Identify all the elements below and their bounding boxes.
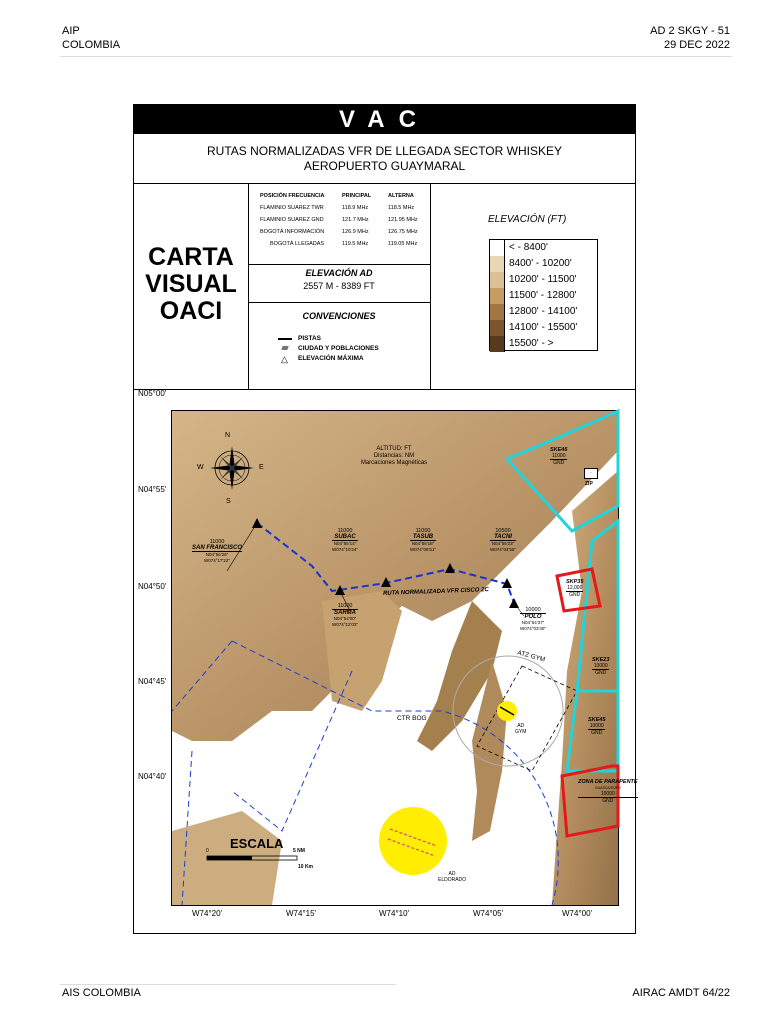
legend-swatch xyxy=(490,272,505,288)
footer-right: AIRAC AMDT 64/22 xyxy=(632,987,730,999)
elev-ad-title: ELEVACIÓN AD xyxy=(305,268,373,278)
conv-elevacion: ELEVACIÓN MÁXIMA xyxy=(298,355,364,362)
freq-cell: FLAMINIO SUAREZ GND xyxy=(260,217,324,223)
waypoint-sarma xyxy=(332,603,358,628)
waypoint-coord: N04°56'18" xyxy=(411,541,435,546)
legend-swatch xyxy=(490,336,505,352)
compass-e: E xyxy=(259,464,264,471)
legend-row xyxy=(490,320,597,336)
freq-cell: 126.75 MHz xyxy=(388,229,418,235)
frequency-box xyxy=(248,184,430,265)
carta-visual-oaci xyxy=(134,244,248,325)
waypoint-coord: N04°54'37" xyxy=(521,620,545,625)
area-name: ZONA DE PARAPENTE xyxy=(578,779,638,785)
elevation-legend xyxy=(489,239,598,351)
waypoint-san-francisco xyxy=(192,539,242,564)
units-note-line1: ALTITUD: FT xyxy=(376,446,412,452)
waypoint-coord: W074°10'24" xyxy=(332,547,359,552)
longitude-label: W74°20' xyxy=(192,909,223,918)
carta-line1: CARTA xyxy=(148,243,234,271)
area-skp35 xyxy=(566,579,583,598)
vfr-map xyxy=(171,410,638,906)
compass-w: W xyxy=(197,464,204,471)
waypoint-name: SAN FRANCISCO xyxy=(192,545,243,551)
header-page-ref: AD 2 SKGY - 51 xyxy=(650,25,730,37)
legend-row xyxy=(490,256,597,272)
waypoint-name: SUBAC xyxy=(332,534,358,541)
legend-label: 12800' - 14100' xyxy=(509,306,578,317)
units-note-line3: Marcaciones Magnéticas xyxy=(360,460,428,466)
info-divider-2 xyxy=(430,184,431,389)
waypoint-coord: N04°56'26" xyxy=(205,552,229,557)
waypoint-coord: W074°12'03" xyxy=(332,622,359,627)
legend-swatch xyxy=(490,240,505,256)
area-alt: 12,000 xyxy=(567,585,583,591)
elev-ad-value: 2557 M - 8389 FT xyxy=(303,281,375,291)
max-elevation-symbol: △ xyxy=(281,354,288,364)
area-ske45 xyxy=(588,717,605,736)
latitude-label: N04°55' xyxy=(138,485,167,494)
legend-label: 14100' - 15500' xyxy=(509,322,578,333)
freq-cell: 121.7 MHz xyxy=(342,217,369,223)
area-alt: 10000 xyxy=(578,791,638,798)
area-ske46 xyxy=(550,447,567,466)
terrain-east xyxy=(552,471,618,905)
route-title-line1: RUTAS NORMALIZADAS VFR DE LLEGADA SECTOR WHISKEY xyxy=(207,144,562,158)
info-row xyxy=(134,184,635,390)
freq-cell: FLAMINIO SUAREZ TWR xyxy=(260,205,324,211)
compass-n: N xyxy=(225,432,231,439)
freq-header-alterna: ALTERNA xyxy=(388,193,414,199)
area-ske23 xyxy=(592,657,609,676)
longitude-label: W74°15' xyxy=(286,909,317,918)
waypoint-coord: W074°03'40" xyxy=(520,626,547,631)
header-left-country: COLOMBIA xyxy=(62,39,121,51)
waypoint-tasub xyxy=(410,528,436,553)
legend-label: < - 8400' xyxy=(509,242,548,253)
waypoint-coord: W074°17'22" xyxy=(203,558,231,563)
footer-rule xyxy=(60,984,396,985)
eldorado-label xyxy=(438,871,466,883)
header-date: 29 DEC 2022 xyxy=(663,39,730,51)
waypoint-name: TASUB xyxy=(410,534,436,541)
legend-row xyxy=(490,288,597,304)
latitude-label: N04°50' xyxy=(138,582,167,591)
legend-swatch xyxy=(490,304,505,320)
conventions-box xyxy=(248,302,430,389)
waypoint-coord: N04°55'14" xyxy=(333,541,357,546)
zip-label: ZIP xyxy=(585,481,593,487)
eldorado-aerodrome xyxy=(379,807,447,875)
carta-line3: OACI xyxy=(159,297,223,325)
waypoint-coord: N04°54'00" xyxy=(333,616,357,621)
freq-header-principal: PRINCIPAL xyxy=(342,193,372,199)
area-sub: GND xyxy=(553,460,565,466)
legend-label: 15500' - > xyxy=(509,338,554,349)
gym-label xyxy=(515,723,526,735)
freq-cell: 121.95 MHz xyxy=(388,217,418,223)
longitude-label: W74°10' xyxy=(379,909,410,918)
area-sub: GND xyxy=(569,592,581,598)
scale-km: 10 Km xyxy=(298,864,314,870)
longitude-label: W74°05' xyxy=(473,909,504,918)
conv-ciudad: CIUDAD Y POBLACIONES xyxy=(298,345,379,352)
freq-cell: 118.9 MHz xyxy=(342,205,369,211)
area-zona-de-parapente xyxy=(578,779,638,804)
zip-icon: · xyxy=(584,468,598,479)
route-label: RUTA NORMALIZADA VFR CISCO 2C xyxy=(382,587,489,597)
elevation-ad-box xyxy=(248,264,430,303)
legend-swatch xyxy=(490,320,505,336)
area-name: SKE23 xyxy=(592,657,610,663)
legend-row xyxy=(490,336,597,352)
units-note-line2: Distancias: NM xyxy=(373,453,415,459)
latitude-label: N04°40' xyxy=(138,772,167,781)
waypoint-alt: 11000 xyxy=(337,528,353,534)
gym-label-name: GYM xyxy=(515,729,527,735)
scale-nm: 5 NM xyxy=(293,848,305,854)
legend-row xyxy=(490,272,597,288)
ctr-bog-label: CTR BOG xyxy=(397,715,427,722)
eldorado-label-ad: AD xyxy=(448,871,456,877)
longitude-label: W74°00' xyxy=(562,909,593,918)
legend-label: 8400' - 10200' xyxy=(509,258,572,269)
route-title xyxy=(134,134,635,184)
header-rule xyxy=(60,56,732,57)
waypoint-coord: W074°04'55" xyxy=(490,547,517,552)
area-alt: 11000 xyxy=(551,453,566,459)
area-sub: GND xyxy=(591,730,603,736)
waypoint-tacni xyxy=(490,528,516,553)
compass-s: S xyxy=(226,498,231,505)
vac-banner: VAC xyxy=(134,105,635,134)
units-note xyxy=(342,446,446,467)
freq-header-position: POSICIÓN FRECUENCIA xyxy=(260,193,325,199)
area-name: SKP35 xyxy=(566,579,584,585)
waypoint-name: SARMA xyxy=(332,609,358,616)
waypoint-alt: 10500 xyxy=(495,528,511,534)
legend-label: 10200' - 11500' xyxy=(509,274,577,285)
gym-label-ad: AD xyxy=(517,723,525,729)
conv-title: CONVENCIONES xyxy=(302,311,376,321)
waypoint-alt: 10000 xyxy=(525,607,541,613)
waypoint-name: POLO xyxy=(520,613,546,620)
freq-cell: 119.05 MHz xyxy=(388,241,418,247)
carta-line2: VISUAL xyxy=(145,270,237,298)
area-sub: GND xyxy=(602,798,614,804)
atz-gym-label: ATZ GYM xyxy=(516,649,546,664)
legend-swatch xyxy=(490,288,505,304)
freq-cell: 118.5 MHz xyxy=(388,205,415,211)
latitude-label: N04°45' xyxy=(138,677,167,686)
waypoint-coord: W074°06'51" xyxy=(410,547,437,552)
area-alt: 10000 xyxy=(593,663,608,669)
eldorado-label-name: ELDORADO xyxy=(438,877,467,883)
freq-cell: BOGOTÁ INFORMACIÓN xyxy=(260,229,325,235)
waypoint-alt: 11000 xyxy=(209,539,225,545)
legend-swatch xyxy=(490,256,505,272)
waypoint-subac xyxy=(332,528,358,553)
scale-bar-fill xyxy=(207,856,252,860)
vac-chart-panel xyxy=(133,104,636,934)
header-left-aip: AIP xyxy=(62,25,80,37)
waypoint-alt: 11000 xyxy=(415,528,431,534)
area-name: SKE46 xyxy=(550,447,568,453)
city-symbol xyxy=(281,346,288,350)
scale-zero: 0 xyxy=(206,848,209,854)
waypoint-polo xyxy=(520,607,546,632)
freq-cell: 119.5 MHz xyxy=(342,241,369,247)
waypoint-coord: N04°56'23" xyxy=(491,541,515,546)
area-note: GUASCA/SOPO xyxy=(594,786,621,790)
map-svg xyxy=(172,411,618,905)
legend-label: 11500' - 12800' xyxy=(509,290,577,301)
freq-cell: 126.9 MHz xyxy=(342,229,369,235)
freq-cell: BOGOTÁ LLEGADAS xyxy=(270,241,325,247)
legend-row xyxy=(490,240,597,256)
legend-row xyxy=(490,304,597,320)
area-name: SKE45 xyxy=(588,717,606,723)
latitude-label: N05°00' xyxy=(138,389,167,398)
legend-title: ELEVACIÓN (FT) xyxy=(488,214,567,225)
waypoint-alt: 11000 xyxy=(337,603,353,609)
conv-pistas: PISTAS xyxy=(298,335,321,342)
footer-left: AIS COLOMBIA xyxy=(62,987,141,999)
area-sub: GND xyxy=(595,670,607,676)
area-alt: 10000 xyxy=(589,723,604,729)
waypoint-name: TACNI xyxy=(490,534,516,541)
scale-title: ESCALA xyxy=(230,836,284,851)
route-title-line2: AEROPUERTO GUAYMARAL xyxy=(303,159,466,173)
runway-symbol xyxy=(278,338,292,340)
